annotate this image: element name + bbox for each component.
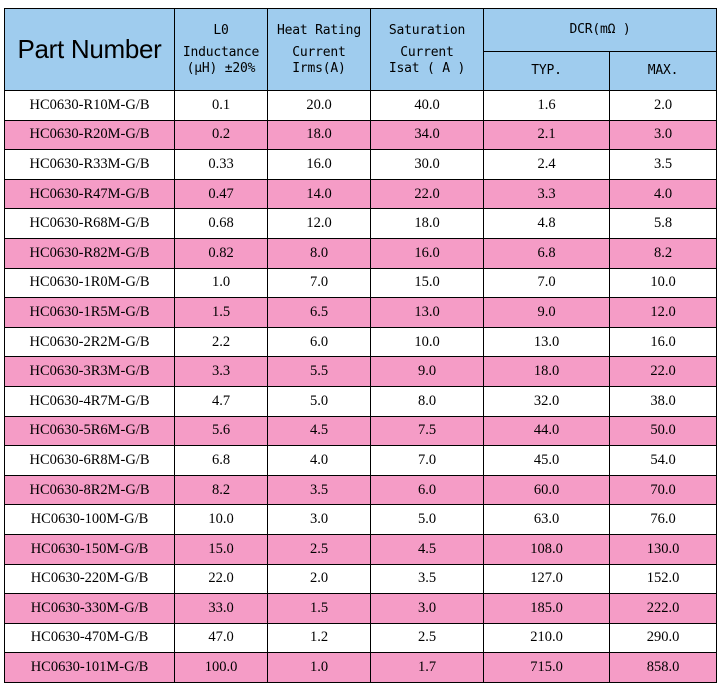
isat-cell: 3.5 xyxy=(371,564,484,594)
dcr-max-cell: 4.0 xyxy=(610,179,717,209)
dcr-max-cell: 54.0 xyxy=(610,446,717,476)
part-number-cell: HC0630-1R5M-G/B xyxy=(5,298,175,328)
saturation-header xyxy=(371,9,484,91)
inductance-cell: 3.3 xyxy=(175,357,268,387)
table-row xyxy=(5,446,717,476)
inductance-header-line1: L0 xyxy=(213,22,229,38)
dcr-typ-cell: 7.0 xyxy=(484,268,610,298)
inductance-cell: 0.82 xyxy=(175,238,268,268)
inductance-cell: 0.2 xyxy=(175,120,268,150)
isat-cell: 34.0 xyxy=(371,120,484,150)
inductance-cell: 100.0 xyxy=(175,653,268,683)
heat-rating-header xyxy=(268,9,371,91)
inductance-cell: 1.0 xyxy=(175,268,268,298)
isat-cell: 6.0 xyxy=(371,475,484,505)
dcr-max-cell: 5.8 xyxy=(610,209,717,239)
dcr-header: DCR(mΩ ) xyxy=(484,9,717,52)
dcr-max-cell: 130.0 xyxy=(610,534,717,564)
inductance-cell: 2.2 xyxy=(175,327,268,357)
table-header xyxy=(5,9,717,91)
irms-cell: 2.5 xyxy=(268,534,371,564)
isat-cell: 22.0 xyxy=(371,179,484,209)
dcr-typ-cell: 127.0 xyxy=(484,564,610,594)
dcr-typ-cell: 18.0 xyxy=(484,357,610,387)
inductance-header-line3: (μH) ±20% xyxy=(186,60,256,76)
isat-cell: 8.0 xyxy=(371,386,484,416)
isat-cell: 9.0 xyxy=(371,357,484,387)
table-row xyxy=(5,120,717,150)
irms-cell: 8.0 xyxy=(268,238,371,268)
part-number-cell: HC0630-1R0M-G/B xyxy=(5,268,175,298)
inductance-cell: 0.68 xyxy=(175,209,268,239)
dcr-max-cell: 50.0 xyxy=(610,416,717,446)
isat-cell: 40.0 xyxy=(371,91,484,121)
dcr-max-cell: 38.0 xyxy=(610,386,717,416)
table-row xyxy=(5,268,717,298)
irms-cell: 4.0 xyxy=(268,446,371,476)
part-number-header: Part Number xyxy=(5,9,175,91)
dcr-typ-cell: 6.8 xyxy=(484,238,610,268)
dcr-max-cell: 2.0 xyxy=(610,91,717,121)
dcr-typ-cell: 210.0 xyxy=(484,623,610,653)
part-number-cell: HC0630-R33M-G/B xyxy=(5,150,175,180)
table-row xyxy=(5,416,717,446)
dcr-typ-header: TYP. xyxy=(484,52,610,91)
heat-header-line1: Heat Rating xyxy=(277,22,361,38)
table-row xyxy=(5,91,717,121)
inductance-cell: 4.7 xyxy=(175,386,268,416)
dcr-max-cell: 858.0 xyxy=(610,653,717,683)
dcr-max-cell: 10.0 xyxy=(610,268,717,298)
isat-cell: 18.0 xyxy=(371,209,484,239)
table-row xyxy=(5,209,717,239)
table-row xyxy=(5,505,717,535)
dcr-typ-cell: 13.0 xyxy=(484,327,610,357)
isat-cell: 3.0 xyxy=(371,594,484,624)
table-row xyxy=(5,594,717,624)
irms-cell: 1.2 xyxy=(268,623,371,653)
isat-cell: 7.5 xyxy=(371,416,484,446)
dcr-typ-cell: 108.0 xyxy=(484,534,610,564)
sat-header-line2: Current xyxy=(400,44,454,60)
isat-cell: 16.0 xyxy=(371,238,484,268)
irms-cell: 16.0 xyxy=(268,150,371,180)
irms-cell: 14.0 xyxy=(268,179,371,209)
sat-header-line3: Isat ( A ) xyxy=(388,60,466,76)
inductance-cell: 22.0 xyxy=(175,564,268,594)
dcr-typ-cell: 32.0 xyxy=(484,386,610,416)
part-number-cell: HC0630-3R3M-G/B xyxy=(5,357,175,387)
part-number-cell: HC0630-5R6M-G/B xyxy=(5,416,175,446)
irms-cell: 7.0 xyxy=(268,268,371,298)
irms-cell: 5.0 xyxy=(268,386,371,416)
part-number-cell: HC0630-2R2M-G/B xyxy=(5,327,175,357)
table-row xyxy=(5,238,717,268)
dcr-typ-cell: 45.0 xyxy=(484,446,610,476)
dcr-typ-cell: 1.6 xyxy=(484,91,610,121)
dcr-max-cell: 16.0 xyxy=(610,327,717,357)
dcr-max-cell: 22.0 xyxy=(610,357,717,387)
dcr-max-cell: 222.0 xyxy=(610,594,717,624)
dcr-max-cell: 12.0 xyxy=(610,298,717,328)
isat-cell: 2.5 xyxy=(371,623,484,653)
dcr-max-cell: 152.0 xyxy=(610,564,717,594)
table-row xyxy=(5,623,717,653)
dcr-typ-cell: 2.4 xyxy=(484,150,610,180)
irms-cell: 3.5 xyxy=(268,475,371,505)
table-row xyxy=(5,475,717,505)
irms-cell: 1.0 xyxy=(268,653,371,683)
dcr-max-cell: 70.0 xyxy=(610,475,717,505)
inductance-cell: 10.0 xyxy=(175,505,268,535)
dcr-typ-cell: 63.0 xyxy=(484,505,610,535)
part-number-cell: HC0630-R20M-G/B xyxy=(5,120,175,150)
dcr-max-header: MAX. xyxy=(610,52,717,91)
inductance-cell: 8.2 xyxy=(175,475,268,505)
dcr-typ-cell: 3.3 xyxy=(484,179,610,209)
isat-cell: 10.0 xyxy=(371,327,484,357)
dcr-max-cell: 3.0 xyxy=(610,120,717,150)
irms-cell: 6.5 xyxy=(268,298,371,328)
isat-cell: 1.7 xyxy=(371,653,484,683)
table-row xyxy=(5,357,717,387)
part-number-cell: HC0630-330M-G/B xyxy=(5,594,175,624)
table-row xyxy=(5,179,717,209)
dcr-typ-cell: 60.0 xyxy=(484,475,610,505)
irms-cell: 20.0 xyxy=(268,91,371,121)
dcr-typ-cell: 185.0 xyxy=(484,594,610,624)
dcr-max-cell: 3.5 xyxy=(610,150,717,180)
isat-cell: 4.5 xyxy=(371,534,484,564)
irms-cell: 5.5 xyxy=(268,357,371,387)
inductor-spec-table xyxy=(4,8,717,683)
inductance-cell: 33.0 xyxy=(175,594,268,624)
sat-header-line1: Saturation xyxy=(388,22,466,38)
part-number-cell: HC0630-470M-G/B xyxy=(5,623,175,653)
part-number-cell: HC0630-8R2M-G/B xyxy=(5,475,175,505)
inductance-cell: 15.0 xyxy=(175,534,268,564)
part-number-cell: HC0630-4R7M-G/B xyxy=(5,386,175,416)
inductance-header xyxy=(175,9,268,91)
irms-cell: 6.0 xyxy=(268,327,371,357)
irms-cell: 4.5 xyxy=(268,416,371,446)
irms-cell: 1.5 xyxy=(268,594,371,624)
part-number-cell: HC0630-6R8M-G/B xyxy=(5,446,175,476)
table-row xyxy=(5,150,717,180)
isat-cell: 15.0 xyxy=(371,268,484,298)
irms-cell: 18.0 xyxy=(268,120,371,150)
isat-cell: 13.0 xyxy=(371,298,484,328)
inductance-cell: 1.5 xyxy=(175,298,268,328)
table-row xyxy=(5,327,717,357)
table-body xyxy=(5,91,717,683)
dcr-max-cell: 76.0 xyxy=(610,505,717,535)
irms-cell: 12.0 xyxy=(268,209,371,239)
dcr-max-cell: 290.0 xyxy=(610,623,717,653)
part-number-cell: HC0630-R47M-G/B xyxy=(5,179,175,209)
dcr-typ-cell: 2.1 xyxy=(484,120,610,150)
part-number-cell: HC0630-R68M-G/B xyxy=(5,209,175,239)
table-row xyxy=(5,564,717,594)
isat-cell: 30.0 xyxy=(371,150,484,180)
inductance-cell: 6.8 xyxy=(175,446,268,476)
dcr-typ-cell: 9.0 xyxy=(484,298,610,328)
table-row xyxy=(5,653,717,683)
inductance-cell: 0.33 xyxy=(175,150,268,180)
part-number-cell: HC0630-150M-G/B xyxy=(5,534,175,564)
table-row xyxy=(5,534,717,564)
irms-cell: 3.0 xyxy=(268,505,371,535)
table-row xyxy=(5,298,717,328)
isat-cell: 5.0 xyxy=(371,505,484,535)
table-row xyxy=(5,386,717,416)
part-number-cell: HC0630-101M-G/B xyxy=(5,653,175,683)
inductance-cell: 47.0 xyxy=(175,623,268,653)
heat-header-line3: Irms(A) xyxy=(292,60,346,76)
dcr-max-cell: 8.2 xyxy=(610,238,717,268)
dcr-typ-cell: 44.0 xyxy=(484,416,610,446)
part-number-cell: HC0630-R10M-G/B xyxy=(5,91,175,121)
inductance-cell: 5.6 xyxy=(175,416,268,446)
isat-cell: 7.0 xyxy=(371,446,484,476)
dcr-typ-cell: 715.0 xyxy=(484,653,610,683)
part-number-cell: HC0630-220M-G/B xyxy=(5,564,175,594)
inductance-cell: 0.47 xyxy=(175,179,268,209)
irms-cell: 2.0 xyxy=(268,564,371,594)
part-number-cell: HC0630-100M-G/B xyxy=(5,505,175,535)
inductance-header-line2: Inductance xyxy=(182,44,260,60)
heat-header-line2: Current xyxy=(292,44,346,60)
part-number-cell: HC0630-R82M-G/B xyxy=(5,238,175,268)
dcr-typ-cell: 4.8 xyxy=(484,209,610,239)
inductance-cell: 0.1 xyxy=(175,91,268,121)
